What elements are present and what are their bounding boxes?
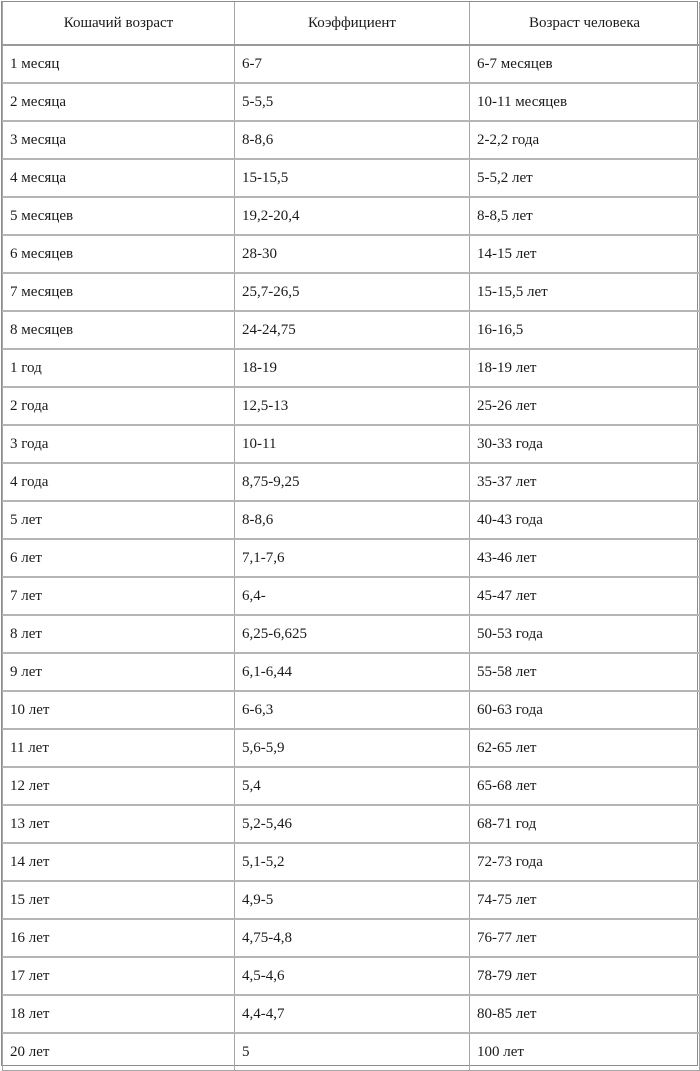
table-row <box>3 387 700 425</box>
cat-age-cell: 6 лет <box>3 539 235 577</box>
table-row <box>3 197 700 235</box>
header-row <box>3 2 700 45</box>
cat-age-cell: 1 год <box>3 349 235 387</box>
coefficient-cell: 24-24,75 <box>235 311 470 349</box>
coefficient-cell: 6,4- <box>235 577 470 615</box>
header-cat-age: Кошачий возраст <box>3 2 235 45</box>
table-row <box>3 919 700 957</box>
coefficient-cell: 10-11 <box>235 425 470 463</box>
table-row <box>3 1033 700 1071</box>
cat-age-cell: 13 лет <box>3 805 235 843</box>
human-age-cell: 18-19 лет <box>470 349 700 387</box>
table-row <box>3 463 700 501</box>
human-age-cell: 8-8,5 лет <box>470 197 700 235</box>
table-row <box>3 957 700 995</box>
table-row <box>3 45 700 83</box>
human-age-cell: 68-71 год <box>470 805 700 843</box>
coefficient-cell: 8-8,6 <box>235 121 470 159</box>
table-row <box>3 273 700 311</box>
coefficient-cell: 6,1-6,44 <box>235 653 470 691</box>
table-row <box>3 235 700 273</box>
cat-age-cell: 8 лет <box>3 615 235 653</box>
table-body <box>3 45 700 1071</box>
human-age-cell: 45-47 лет <box>470 577 700 615</box>
cat-age-cell: 3 месяца <box>3 121 235 159</box>
coefficient-cell: 5 <box>235 1033 470 1071</box>
human-age-cell: 40-43 года <box>470 501 700 539</box>
table-row <box>3 843 700 881</box>
human-age-cell: 6-7 месяцев <box>470 45 700 83</box>
table-row <box>3 615 700 653</box>
human-age-cell: 30-33 года <box>470 425 700 463</box>
cat-age-cell: 14 лет <box>3 843 235 881</box>
human-age-cell: 60-63 года <box>470 691 700 729</box>
human-age-cell: 15-15,5 лет <box>470 273 700 311</box>
human-age-cell: 2-2,2 года <box>470 121 700 159</box>
cat-age-cell: 17 лет <box>3 957 235 995</box>
table-row <box>3 691 700 729</box>
cat-age-cell: 9 лет <box>3 653 235 691</box>
human-age-cell: 43-46 лет <box>470 539 700 577</box>
coefficient-cell: 15-15,5 <box>235 159 470 197</box>
coefficient-cell: 6,25-6,625 <box>235 615 470 653</box>
cat-age-cell: 11 лет <box>3 729 235 767</box>
table-row <box>3 539 700 577</box>
table-row <box>3 121 700 159</box>
coefficient-cell: 6-7 <box>235 45 470 83</box>
human-age-cell: 62-65 лет <box>470 729 700 767</box>
coefficient-cell: 7,1-7,6 <box>235 539 470 577</box>
human-age-cell: 72-73 года <box>470 843 700 881</box>
coefficient-cell: 5,2-5,46 <box>235 805 470 843</box>
table-row <box>3 425 700 463</box>
cat-age-cell: 2 месяца <box>3 83 235 121</box>
table-row <box>3 805 700 843</box>
table-row <box>3 83 700 121</box>
human-age-cell: 74-75 лет <box>470 881 700 919</box>
human-age-cell: 100 лет <box>470 1033 700 1071</box>
cat-age-cell: 2 года <box>3 387 235 425</box>
coefficient-cell: 28-30 <box>235 235 470 273</box>
human-age-cell: 25-26 лет <box>470 387 700 425</box>
human-age-cell: 35-37 лет <box>470 463 700 501</box>
cat-age-cell: 12 лет <box>3 767 235 805</box>
coefficient-cell: 5,6-5,9 <box>235 729 470 767</box>
human-age-cell: 5-5,2 лет <box>470 159 700 197</box>
human-age-cell: 65-68 лет <box>470 767 700 805</box>
human-age-cell: 55-58 лет <box>470 653 700 691</box>
table-row <box>3 653 700 691</box>
human-age-cell: 80-85 лет <box>470 995 700 1033</box>
coefficient-cell: 25,7-26,5 <box>235 273 470 311</box>
coefficient-cell: 12,5-13 <box>235 387 470 425</box>
coefficient-cell: 8,75-9,25 <box>235 463 470 501</box>
cat-age-cell: 5 лет <box>3 501 235 539</box>
cat-age-table-container <box>1 1 698 1066</box>
table-header <box>3 2 700 45</box>
coefficient-cell: 4,5-4,6 <box>235 957 470 995</box>
table-row <box>3 577 700 615</box>
coefficient-cell: 5-5,5 <box>235 83 470 121</box>
coefficient-cell: 4,9-5 <box>235 881 470 919</box>
coefficient-cell: 6-6,3 <box>235 691 470 729</box>
cat-age-cell: 4 года <box>3 463 235 501</box>
cat-age-cell: 7 месяцев <box>3 273 235 311</box>
cat-age-cell: 20 лет <box>3 1033 235 1071</box>
cat-age-cell: 16 лет <box>3 919 235 957</box>
coefficient-cell: 8-8,6 <box>235 501 470 539</box>
cat-age-cell: 18 лет <box>3 995 235 1033</box>
human-age-cell: 50-53 года <box>470 615 700 653</box>
coefficient-cell: 18-19 <box>235 349 470 387</box>
table-row <box>3 159 700 197</box>
cat-age-cell: 5 месяцев <box>3 197 235 235</box>
coefficient-cell: 4,4-4,7 <box>235 995 470 1033</box>
cat-age-cell: 15 лет <box>3 881 235 919</box>
coefficient-cell: 5,1-5,2 <box>235 843 470 881</box>
cat-age-cell: 8 месяцев <box>3 311 235 349</box>
cat-age-cell: 1 месяц <box>3 45 235 83</box>
table-row <box>3 501 700 539</box>
cat-age-table <box>2 2 700 1071</box>
table-row <box>3 729 700 767</box>
coefficient-cell: 4,75-4,8 <box>235 919 470 957</box>
cat-age-cell: 3 года <box>3 425 235 463</box>
human-age-cell: 14-15 лет <box>470 235 700 273</box>
header-human-age: Возраст человека <box>470 2 700 45</box>
cat-age-cell: 6 месяцев <box>3 235 235 273</box>
human-age-cell: 10-11 месяцев <box>470 83 700 121</box>
human-age-cell: 78-79 лет <box>470 957 700 995</box>
table-row <box>3 767 700 805</box>
table-row <box>3 349 700 387</box>
cat-age-cell: 7 лет <box>3 577 235 615</box>
table-row <box>3 881 700 919</box>
human-age-cell: 76-77 лет <box>470 919 700 957</box>
table-row <box>3 311 700 349</box>
human-age-cell: 16-16,5 <box>470 311 700 349</box>
cat-age-cell: 10 лет <box>3 691 235 729</box>
table-row <box>3 995 700 1033</box>
coefficient-cell: 19,2-20,4 <box>235 197 470 235</box>
header-coefficient: Коэффициент <box>235 2 470 45</box>
coefficient-cell: 5,4 <box>235 767 470 805</box>
cat-age-cell: 4 месяца <box>3 159 235 197</box>
